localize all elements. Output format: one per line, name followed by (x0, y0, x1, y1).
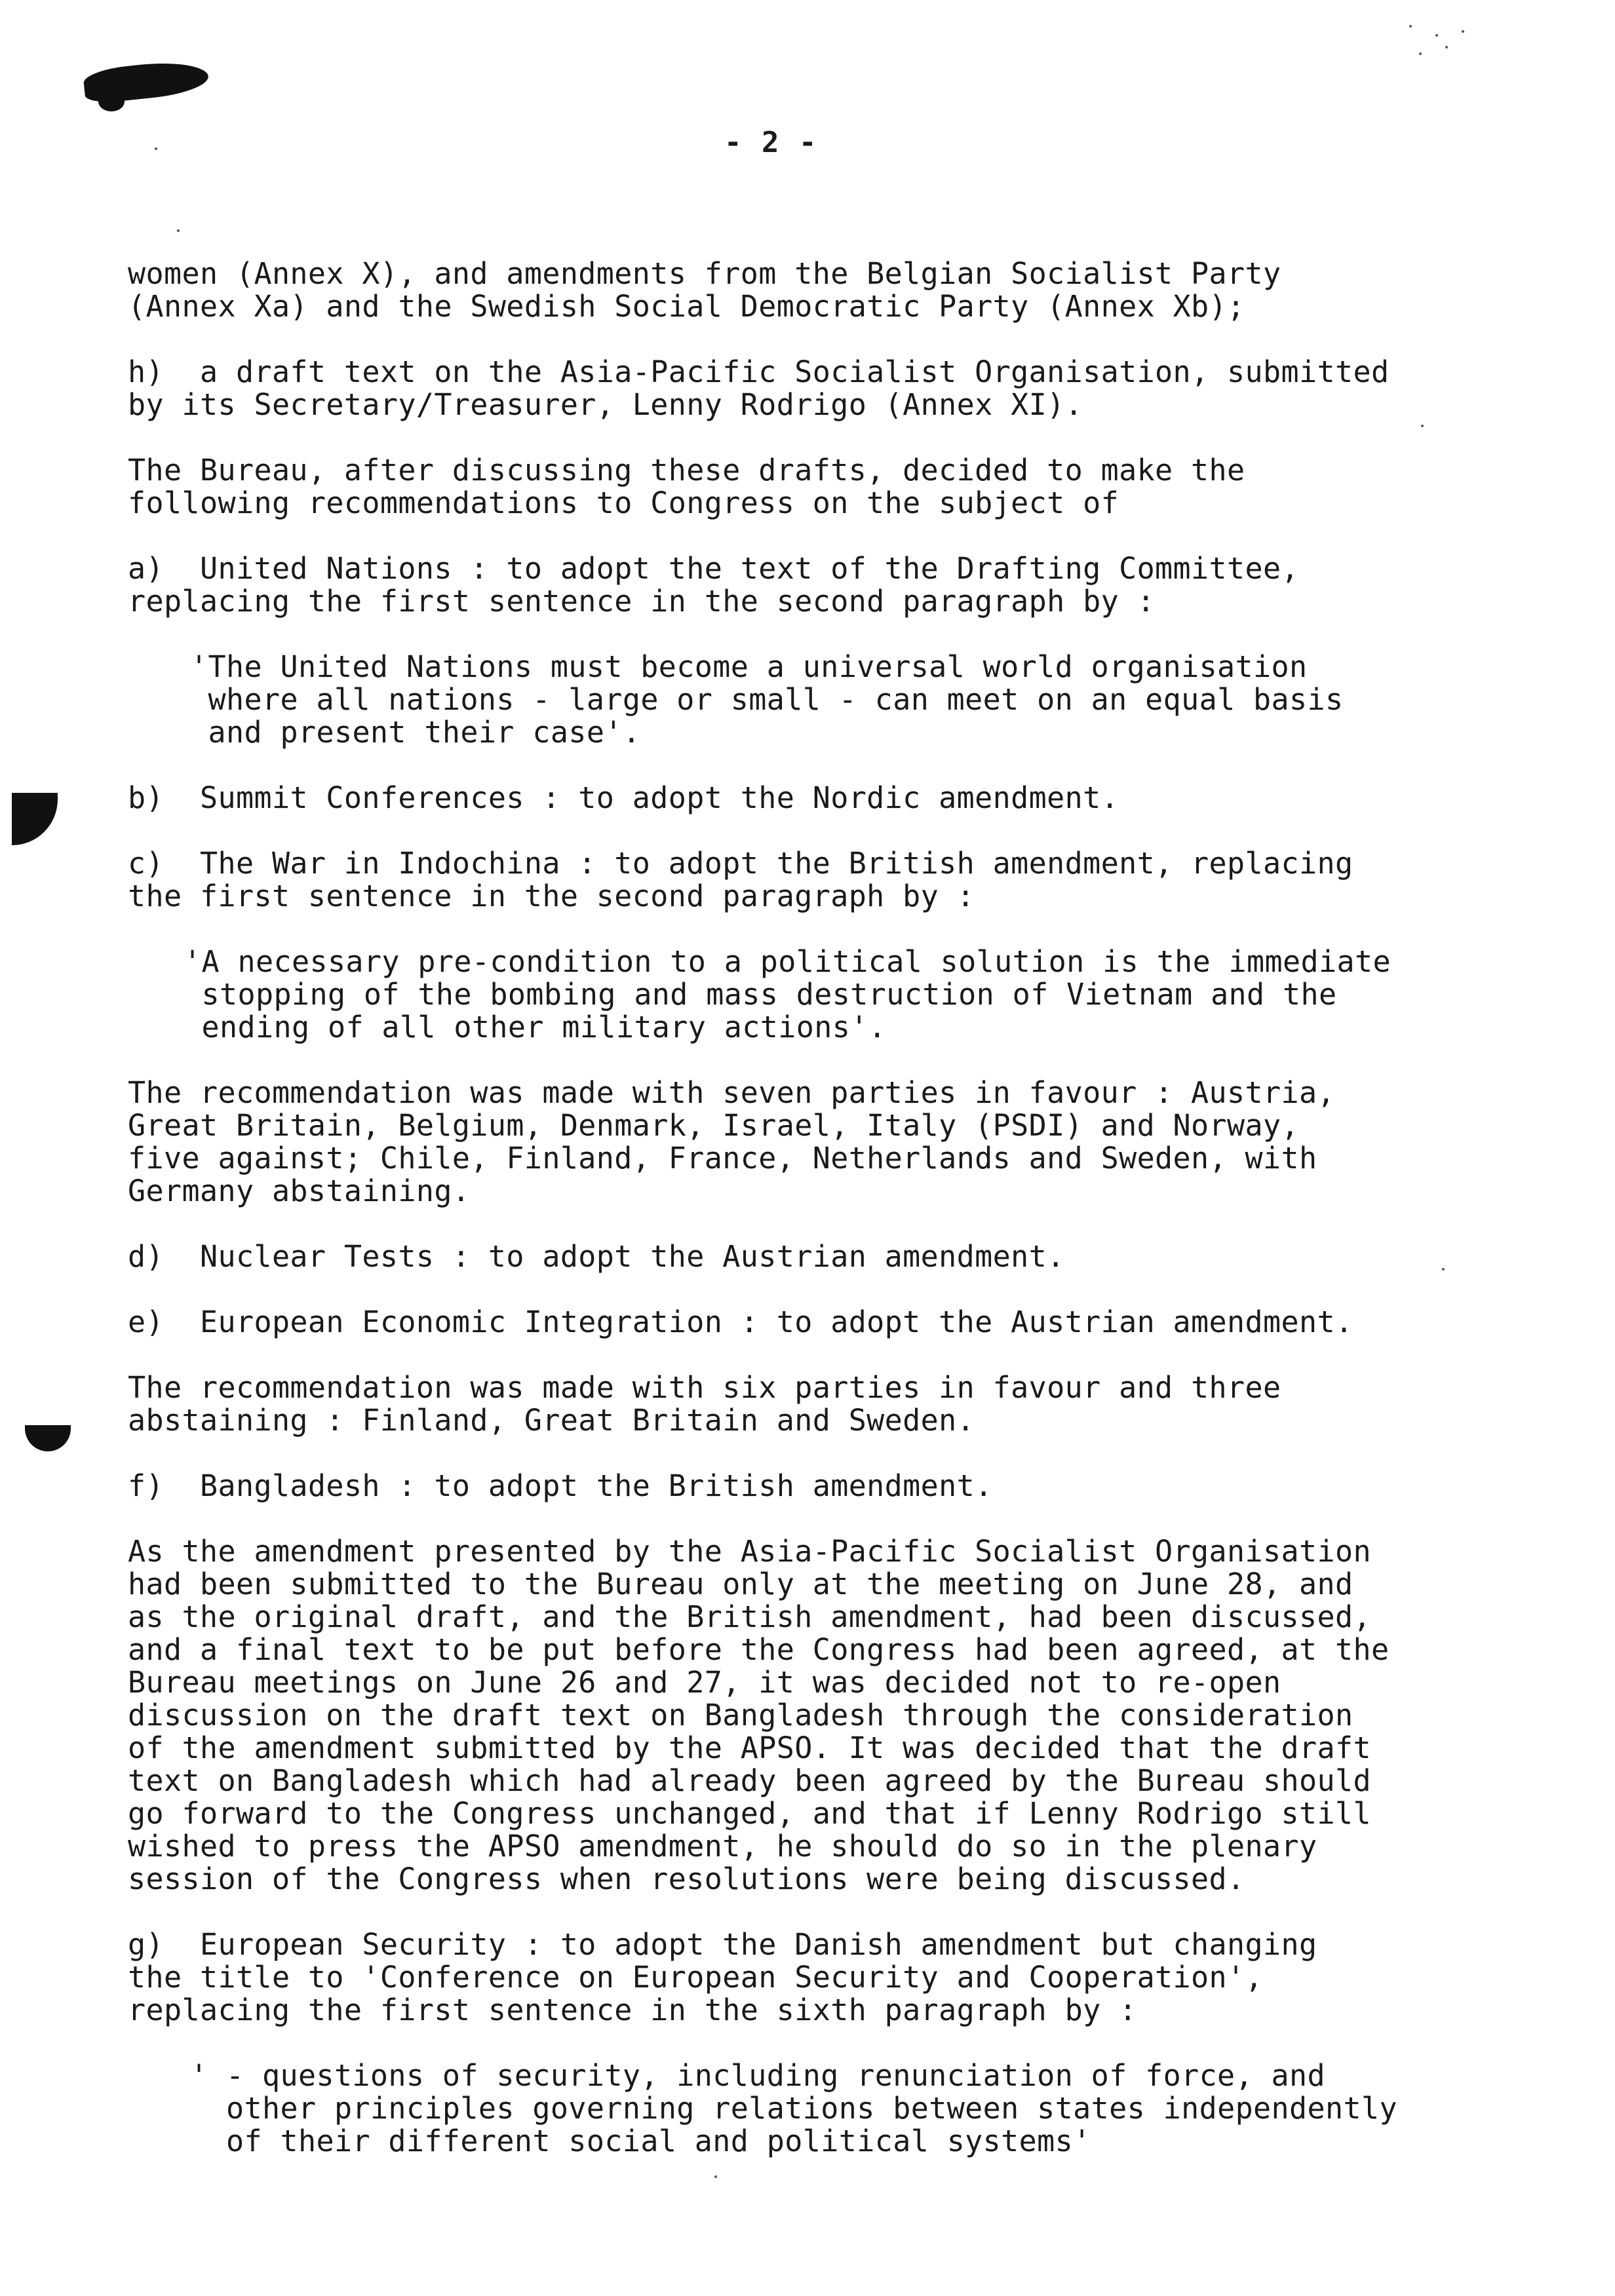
speckle (714, 2175, 717, 2178)
paragraph-item-b-summit-conferences: b) Summit Conferences : to adopt the Nordic amendment. (128, 780, 1119, 815)
paragraph-item-h: h) a draft text on the Asia-Pacific Socialist Organisation, submitted by its Secretary/Treasurer, Lenny Rodrigo (Annex XI). (128, 354, 1390, 422)
paragraph-item-e-economic-integration: e) European Economic Integration : to adopt the Austrian amendment. (128, 1305, 1353, 1339)
quote-european-security: ' - questions of security, including renunciation of force, and other principles governing relations between states independently of their different social and political systems' (190, 2058, 1397, 2158)
quote-united-nations: 'The United Nations must become a universal world organisation where all nations - large or small - can meet on an equal basis and present their case'. (190, 649, 1344, 750)
paragraph-item-a-united-nations: a) United Nations : to adopt the text of the Drafting Committee, replacing the first sentence in the second paragraph by : (128, 551, 1299, 619)
paragraph-apso-amendment: As the amendment presented by the Asia-Pacific Socialist Organisation had been submitted to the Bureau only at the meeting on June 28, and as the original draft, and the British amendment, had been discussed, and a final text to be put before the Congress had been agreed, at the Bureau meetings on June 26 and 27, it was decided not to re-open discussion on the draft text on Bangladesh through the consideration of the amendment submitted by the APSO. It was decided that the draft text on Bangladesh which had already been agreed by the Bureau should go forward to the Congress unchanged, and that if Lenny Rodrigo still wished to press the APSO amendment, he should do so in the plenary session of the Congress when resolutions were being discussed. (128, 1534, 1390, 1896)
ink-blot-top-left-small (98, 92, 125, 111)
paragraph-bureau-recommendations: The Bureau, after discussing these drafts, decided to make the following recommendations to Congress on the subject of (128, 453, 1245, 520)
paragraph-indochina-vote: The recommendation was made with seven parties in favour : Austria, Great Britain, Belgium, Denmark, Israel, Italy (PSDI) and Norway, five against; Chile, Finland, France, Netherlands and Sweden, with Germany abstaining. (128, 1075, 1335, 1208)
quote-indochina: 'A necessary pre-condition to a political solution is the immediate stopping of the bombing and mass destruction of Vietnam and the ending of all other military actions'. (184, 944, 1391, 1044)
punch-hole-mark-2 (25, 1425, 71, 1451)
paragraph-item-c-indochina: c) The War in Indochina : to adopt the British amendment, replacing the first sentence in the second paragraph by : (128, 846, 1353, 913)
speckle (1462, 30, 1464, 33)
speckle (155, 147, 157, 150)
paragraph-item-g-european-security: g) European Security : to adopt the Danish amendment but changing the title to 'Conference on European Security and Cooperation', replacing the first sentence in the sixth paragraph by : (128, 1927, 1317, 2027)
speckle (1419, 52, 1422, 55)
speckle (1435, 34, 1438, 37)
paragraph-item-f-bangladesh: f) Bangladesh : to adopt the British amendment. (128, 1468, 993, 1503)
paragraph-item-d-nuclear-tests: d) Nuclear Tests : to adopt the Austrian amendment. (128, 1239, 1065, 1274)
speckle (1445, 46, 1448, 48)
page-number: - 2 - (724, 126, 818, 159)
speckle (1421, 425, 1424, 427)
paragraph-economic-integration-vote: The recommendation was made with six parties in favour and three abstaining : Finland, Great Britain and Sweden. (128, 1370, 1281, 1438)
speckle (177, 229, 180, 232)
paragraph-annex-x: women (Annex X), and amendments from the Belgian Socialist Party (Annex Xa) and the Swedish Social Democratic Party (Annex Xb); (128, 256, 1281, 324)
punch-hole-mark-1 (12, 793, 58, 845)
speckle (1409, 25, 1412, 28)
